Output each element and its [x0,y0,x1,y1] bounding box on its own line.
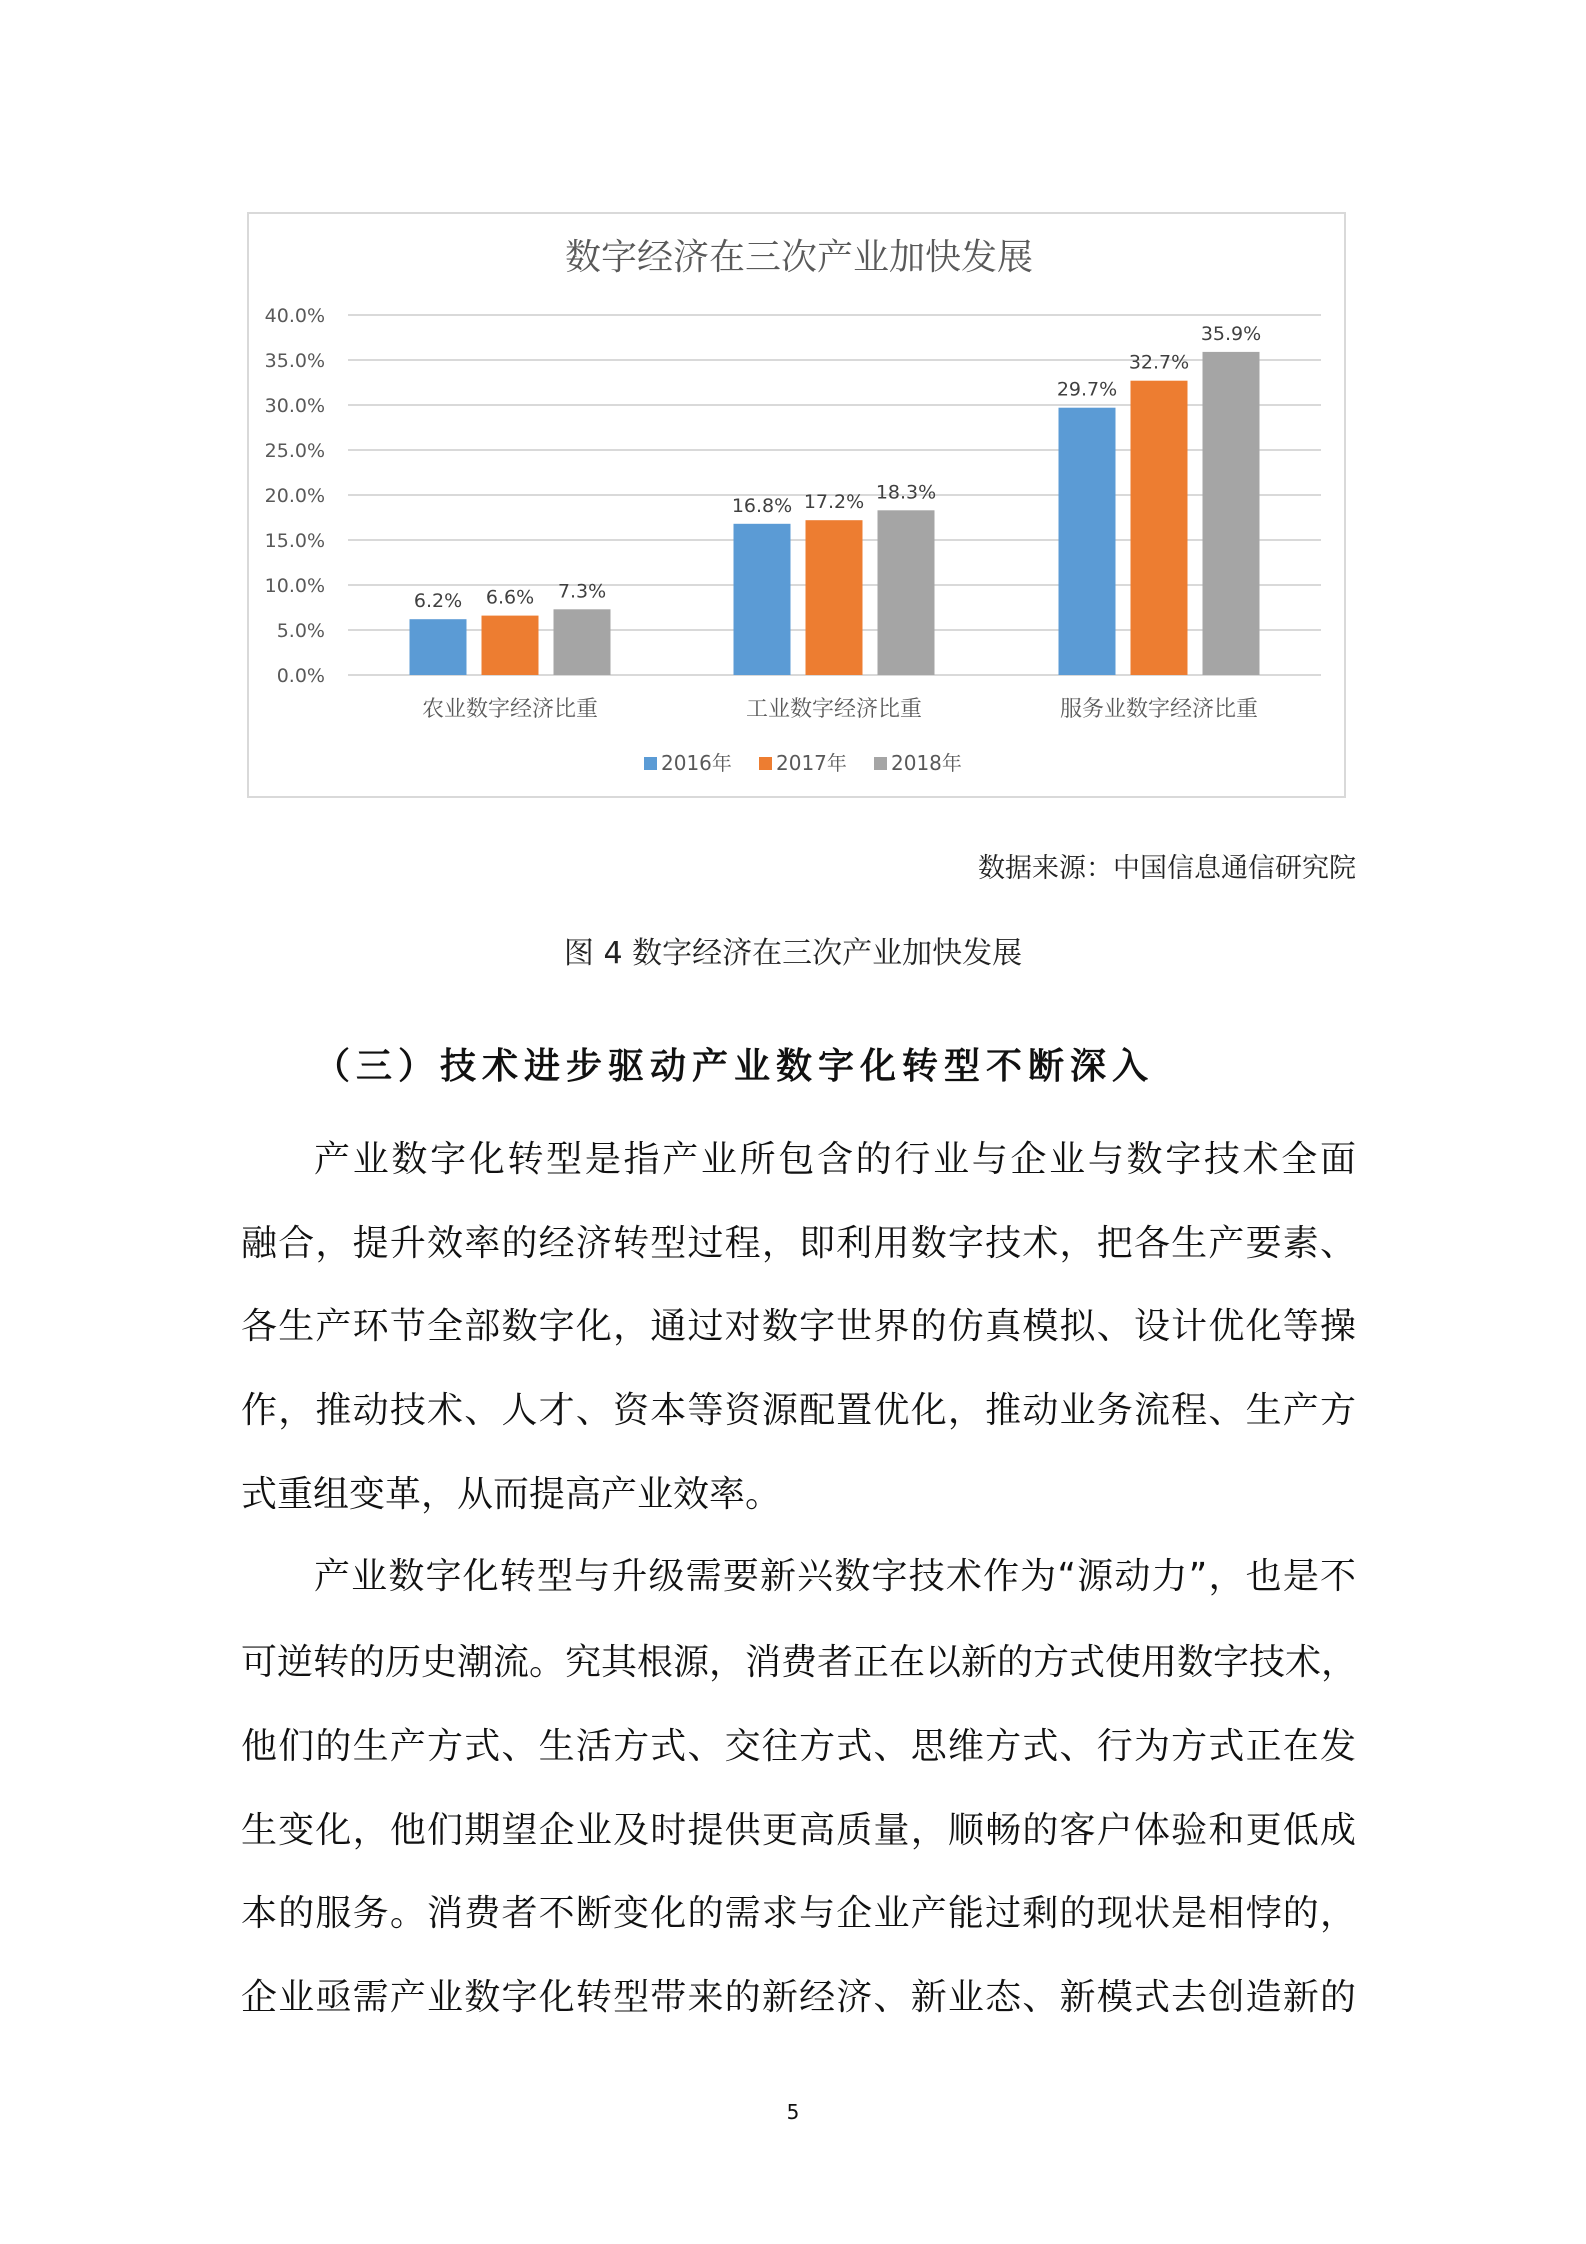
paragraph-line: 可逆转的历史潮流。究其根源，消费者正在以新的方式使用数字技术， [241,1642,1358,1683]
data-label: 35.9% [1200,322,1262,345]
chart-canvas [249,214,1348,800]
y-tick-label: 30.0% [264,395,325,417]
y-tick-label: 35.0% [264,350,325,372]
paragraph-line: 产业数字化转型是指产业所包含的行业与企业与数字技术全面 [314,1139,1356,1180]
section-heading: （三）技术进步驱动产业数字化转型不断深入 [314,1045,1155,1087]
category-label: 工业数字经济比重 [745,697,923,722]
bar [410,619,467,675]
paragraph-line: 产业数字化转型与升级需要新兴数字技术作为“源动力”，也是不 [314,1556,1356,1597]
paragraph-line: 生变化，他们期望企业及时提供更高质量，顺畅的客户体验和更低成 [241,1810,1356,1851]
bar [806,520,863,675]
paragraph-line: 作，推动技术、人才、资本等资源配置优化，推动业务流程、生产方 [241,1390,1356,1431]
y-tick-label: 5.0% [276,620,325,642]
y-tick-label: 0.0% [276,665,325,687]
chart-title: 数字经济在三次产业加快发展 [564,237,1034,278]
y-tick-label: 15.0% [264,530,325,552]
y-tick-label: 25.0% [264,440,325,462]
category-label: 服务业数字经济比重 [1059,697,1259,722]
paragraph-line: 他们的生产方式、生活方式、交往方式、思维方式、行为方式正在发 [241,1726,1356,1767]
data-label: 17.2% [803,491,865,514]
bar [482,616,539,675]
bar-chart [247,212,1346,798]
legend-label: 2016年 [661,751,732,775]
paragraph-line: 企业亟需产业数字化转型带来的新经济、新业态、新模式去创造新的 [241,1977,1356,2018]
figure-caption: 图 4 数字经济在三次产业加快发展 [563,936,1023,971]
legend-swatch [874,757,887,770]
bar [1059,408,1116,675]
y-tick-label: 40.0% [264,305,325,327]
bar [878,510,935,675]
paragraph-line: 式重组变革，从而提高产业效率。 [241,1474,782,1515]
data-source: 数据来源：中国信息通信研究院 [978,853,1356,884]
bar [1131,381,1188,675]
legend-label: 2017年 [776,751,847,775]
y-tick-label: 10.0% [264,575,325,597]
data-label: 7.3% [557,580,607,603]
page-number: 5 [786,2100,800,2124]
bar [734,524,791,675]
data-label: 32.7% [1128,351,1190,374]
paragraph-line: 各生产环节全部数字化，通过对数字世界的仿真模拟、设计优化等操 [241,1306,1356,1347]
data-label: 18.3% [875,481,937,504]
legend-swatch [644,757,657,770]
paragraph-line: 本的服务。消费者不断变化的需求与企业产能过剩的现状是相悖的， [241,1893,1356,1934]
paragraph-line: 融合，提升效率的经济转型过程，即利用数字技术，把各生产要素、 [241,1223,1356,1264]
data-label: 29.7% [1056,378,1118,401]
legend-label: 2018年 [891,751,962,775]
bar [554,609,611,675]
legend-swatch [759,757,772,770]
data-label: 16.8% [731,494,793,517]
category-label: 农业数字经济比重 [421,697,599,722]
y-tick-label: 20.0% [264,485,325,507]
data-label: 6.2% [413,590,463,613]
bar [1203,352,1260,675]
data-label: 6.6% [485,586,535,609]
